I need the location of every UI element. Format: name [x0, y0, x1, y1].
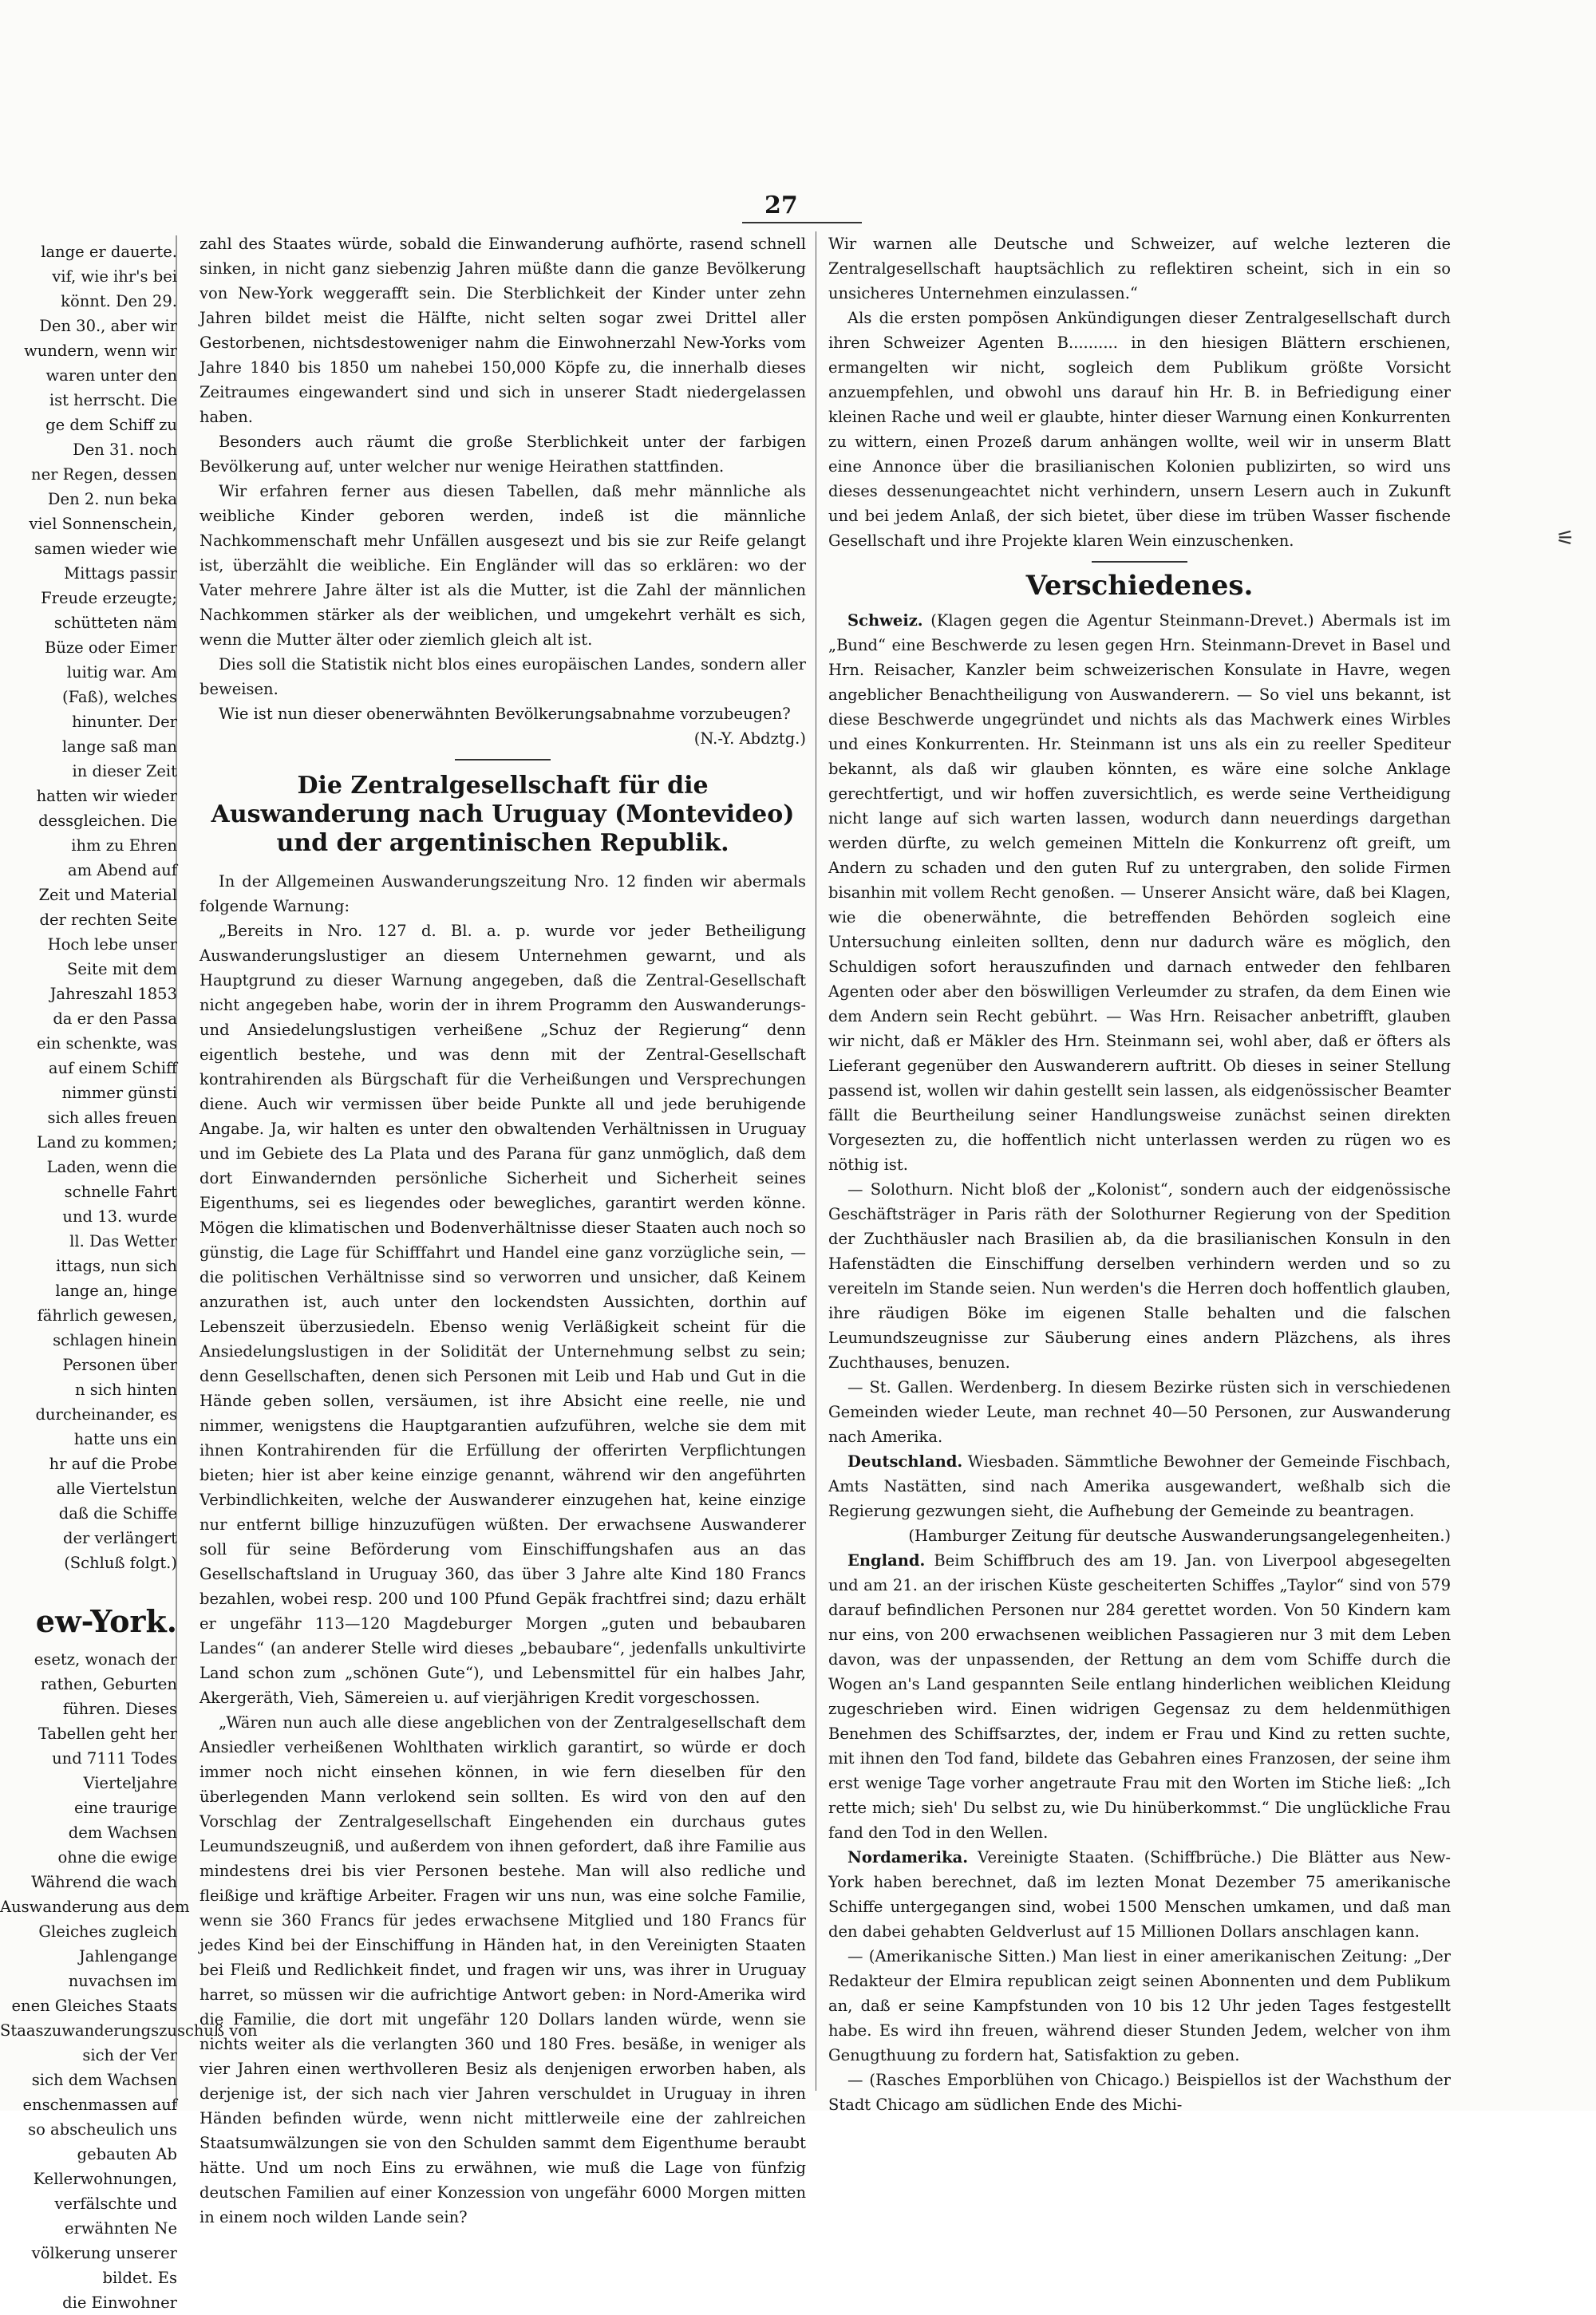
fragment-line: ist herrscht. Die	[49, 391, 177, 409]
fragment-line: schütteten näm	[53, 614, 177, 632]
fragment-line: Gleiches zugleich	[38, 1922, 177, 1941]
fragment-line: lange saß man	[61, 737, 177, 756]
fragment-line: verfälschte und	[54, 2195, 177, 2213]
fragment-line: rathen, Geburten	[40, 1675, 177, 1693]
fragment-line: gebauten Ab	[77, 2145, 177, 2163]
fragment-line: Freude erzeugte;	[41, 589, 177, 607]
fragment-line: könnt. Den 29.	[61, 292, 177, 310]
section-rule	[455, 759, 551, 760]
fragment-line: hr auf die Probe	[49, 1455, 177, 1473]
fragment-line: fährlich gewesen,	[37, 1306, 177, 1325]
fragment-line: schlagen hinein	[53, 1331, 177, 1349]
fragment-line: Auswanderung aus dem	[0, 1898, 190, 1916]
fragment-line: Während die wach	[31, 1873, 177, 1891]
paragraph: — St. Gallen. Werdenberg. In diesem Bezirke rüsten sich in verschiedenen Gemeinden wieder Leute, man rechnet 40—50 Personen, zur Auswanderung nach Amerika.	[828, 1378, 1451, 1446]
fragment-line: Büze oder Eimer	[44, 638, 177, 657]
paragraph-lead: Schweiz.	[847, 611, 923, 630]
fragment-line: Laden, wenn die	[46, 1158, 177, 1176]
fragment-line: der rechten Seite	[39, 911, 177, 929]
source-attribution: (N.-Y. Abdztg.)	[693, 729, 806, 748]
fragment-line: hatten wir wieder	[36, 787, 177, 805]
fragment-line: Staaszuwanderungszuschuß von	[0, 2021, 258, 2040]
paragraph	[828, 1845, 1451, 1944]
fragment-line: Vierteljahre	[83, 1774, 177, 1792]
section-rule	[1092, 561, 1187, 563]
left-fragment-column	[0, 239, 258, 2315]
fragment-heading: ew-York.	[35, 1603, 177, 1639]
fragment-line: Mittags passir	[64, 564, 177, 583]
fragment-line: Hoch lebe unser	[47, 935, 177, 954]
paragraph: Dies soll die Statistik nicht blos eines europäischen Landes, sondern aller beweisen.	[200, 655, 806, 698]
fragment-line: eine traurige	[74, 1799, 177, 1817]
paragraph-text: Wie ist nun dieser obenerwähnten Bevölkerungsabnahme vorzubeugen?	[219, 705, 791, 723]
fragment-line: lange an, hinge	[55, 1282, 177, 1300]
paragraph: „Wären nun auch alle diese angeblichen von der Zentralgesellschaft dem Ansiedler verheißenen Wohlthaten wirklich garantirt, so würde er doch immer noch nicht einsehen können, in wie fern dieselben für den überlegenden Mann verlokend sein sollten. Es wird von den auf den Vorschlag der Zentralgesellschaft Eingehenden ein durchaus gutes Leumundszeugniß, und außerdem von ihnen gefordert, daß ihre Familie aus mindestens drei bis vier Personen bestehe. Man will also redliche und fleißige und kräftige Arbeiter. Fragen wir uns nun, was eine solche Familie, wenn sie 360 Francs für jedes erwachsene Mitglied und 180 Francs für jedes Kind bei der Einschiffung in Händen hat, in den Vereinigten Staaten bei Fleiß und Redlichkeit findet, und fragen wir uns, was ihrer in Uruguay harret, so müssen wir die aufrichtige Antwort geben: in Nord-Amerika wird die Familie, die dort mit ungefähr 120 Dollars landen würde, wenn sie nichts weiter als die verlangten 360 und 180 Fres. besäße, in weniger als vier Jahren einen werthvolleren Besiz als denjenigen erworben haben, als derjenige ist, der sich nach vier Jahren verschuldet in Uruguay in ihren Händen befinden würde, wenn nicht mittlerweile eine der zahlreichen Staatsumwälzungen sie von den Schulden sammt dem Eigenthume beraubt hätte. Und um noch Eins zu erwähnen, wie muß die Lage von fünfzig deutschen Familien auf einer Konzession von ungefähr 6000 Morgen mitten in einem noch wilden Lande sein?	[200, 1713, 806, 2226]
paragraph-text: (Klagen gegen die Agentur Steinmann-Drevet.) Abermals ist im „Bund“ eine Beschwerde zu lesen gegen Hrn. Steinmann-Drevet in Basel und Hrn. Reisacher, Kanzler beim schweizerischen Konsulate in Havre, wegen angeblicher Benachtheiligung von Auswanderern. — So viel uns bekannt, ist diese Beschwerde ungegründet und nichts als das Machwerk eines Wirbles und eines Konkurrenten. Hr. Steinmann ist uns als ein zu reeller Spediteur bekannt, als daß wir glauben könnten, es wäre eine solche Anklage gerechtfertigt, und wir hoffen zuversichtlich, es werde seine Vertheidigung nicht lange auf sich warten lassen, wodurch dann neuerdings dargethan werden dürfte, zu welch gemeinen Mitteln die Konkurrenz oft greift, um Andern zu schaden und den guten Ruf zu untergraben, den solide Firmen bisanhin mit vollem Recht genoßen. — Unserer Ansicht wäre, daß bei Klagen, wie die obenerwähnte, die betreffenden Behörden sogleich eine Untersuchung einleiten sollten, denn nur dadurch wäre es möglich, den Schuldigen sofort herauszufinden und darnach entweder den fehlbaren Agenten oder aber den böswilligen Verleumder zu strafen, da dem Einen wie dem Andern sein Recht gebührt. — Was Hrn. Reisacher anbetrifft, glauben wir nicht, daß er Mäkler des Hrn. Steinmann sei, wohl aber, daß er öfters als Lieferant gegenüber den Auswanderern auftritt. Ob dieses in seiner Stellung passend ist, wollen wir dahin gestellt sein lassen, als eidgenössischer Beamter fällt die Beurtheilung seiner Handlungsweise zunächst seinen direkten Vorgesezten zu, die hoffentlich nicht unterlassen werden zu rügen wo es nöthig ist.	[828, 611, 1451, 1174]
fragment-line: samen wieder wie	[34, 539, 177, 558]
paragraph-text: Vereinigte Staaten. (Schiffbrüche.) Die Blätter aus New-York haben berechnet, daß im lezten Monat Dezember 75 amerikanische Schiffe untergegangen sind, wobei 1500 Menschen umkamen, und daß man den dabei gehabten Geldverlust auf 15 Millionen Dollars anschlagen kann.	[828, 1848, 1451, 1941]
article-title: Die Zentralgesellschaft für die Auswanderung nach Uruguay (Montevideo) und der argentinischen Republik.	[211, 772, 795, 857]
paragraph	[828, 608, 1451, 1177]
fragment-line: durcheinander, es	[35, 1405, 177, 1424]
fragment-line: der verlängert	[62, 1529, 177, 1547]
fragment-line: Tabellen geht her	[38, 1724, 177, 1743]
fragment-line: Den 2. nun beka	[47, 490, 177, 508]
fragment-line: Kellerwohnungen,	[33, 2170, 177, 2188]
section-heading: Verschiedenes.	[1025, 570, 1254, 602]
paragraph: „Bereits in Nro. 127 d. Bl. a. p. wurde vor jeder Betheiligung Auswanderungslustiger an diesem Unternehmen gewarnt, und als Hauptgrund zu dieser Warnung angegeben, daß die Zentral-Gesellschaft nicht angegeben habe, worin der in ihrem Programm den Auswanderungs- und Ansiedelungslustigen verheißene „Schuz der Regierung“ denn eigentlich bestehe, und was denn mit der Zentral-Gesellschaft kontrahirenden als Bürgschaft für die Verheißungen und Versprechungen diene. Auch wir vermissen über beide Punkte all und jede beruhigende Angabe. Ja, wir halten es unter den obwaltenden Verhältnissen in Uruguay und im Gebiete des La Plata und des Parana für ganz unmöglich, daß dem dort Einwandernden persönliche Sicherheit und Sicherheit seines Eigenthums, sei es liegendes oder bewegliches, garantirt werden könne. Mögen die klimatischen und Bodenverhältnisse dieser Staaten auch noch so günstig, die Lage für Schifffahrt und Handel eine ganz vorzügliche sein, — die politischen Verhältnisse sind so verworren und unsicher, daß Keinem anzurathen ist, auch unter den lockendsten Aussichten, dorthin auf Lebenszeit überzusiedeln. Ebenso wenig Verläßigkeit scheint für die Ansiedelungslustigen in der Solidität der Unternehmung selbst zu sein; denn Gesellschaften, denen sich Personen mit Leib und Hab und Gut in die Hände geben sollen, versäumen, ist ihre Absicht eine reelle, nie und nimmer, wenigstens die Hauptgarantien aufzuführen, welche sie dem mit ihnen Kontrahirenden für die Erfüllung der offerirten Verpflichtungen bieten; hier ist aber keine einzige genannt, während wir den angeführten Verbindlichkeiten, welche der Auswanderer einzugehen hat, keine einzige nur entfernt billige hinzuzufügen wüßten. Der erwachsene Auswanderer soll für seine Beförderung vom Einschiffungshafen aus an das Gesellschaftsland in Uruguay 360, das über 3 Jahre alte Kind 180 Francs bezahlen, wobei resp. 200 und 100 Pfund Gepäk frachtfrei sind; dazu erhält er ungefähr 113—120 Magdeburger Morgen „guten und bebaubaren Landes“ (an anderer Stelle wird dieses „bebaubare“, jedenfalls unkultivirte Land schon zum „schönen Gute“), und Lebensmittel für ein halbes Jahr, Akergeräth, Vieh, Sämereien u. auf vierjährigen Kredit vorgeschossen.	[200, 922, 806, 1707]
fragment-line: führen. Dieses	[62, 1700, 177, 1718]
fragment-line: luitig war. Am	[66, 663, 177, 681]
page-number: 27	[764, 192, 798, 219]
fragment-line: schnelle Fahrt	[64, 1183, 177, 1201]
fragment-line: völkerung unserer	[31, 2244, 177, 2262]
fragment-line: Den 30., aber wir	[39, 317, 177, 335]
fragment-line: so abscheulich uns	[28, 2120, 177, 2139]
fragment-line: alle Viertelstun	[56, 1479, 177, 1498]
paragraph: Besonders auch räumt die große Sterblichkeit unter der farbigen Bevölkerung auf, unter welcher nur wenige Heirathen stattfinden.	[200, 433, 806, 476]
fragment-line: und 7111 Todes	[52, 1749, 177, 1768]
fragment-line: dem Wachsen	[68, 1823, 177, 1842]
fragment-line: am Abend auf	[67, 861, 177, 879]
paragraph-text: Wiesbaden. Sämmtliche Bewohner der Gemeinde Fischbach, Amts Nastätten, sind nach Amerika ausgewandert, weßhalb sich die Regierung gezwungen sieht, die Aufhebung der Gemeinde zu beantragen.	[828, 1452, 1451, 1520]
fragment-line: hatte uns ein	[73, 1430, 177, 1448]
paragraph-lead: England.	[847, 1551, 926, 1570]
fragment-line: (Schluß folgt.)	[64, 1554, 177, 1572]
fragment-line: ll. Das Wetter	[69, 1232, 177, 1250]
paragraph: — Solothurn. Nicht bloß der „Kolonist“, sondern auch der eidgenössische Geschäftsträger in Paris räth der Solothurner Regierung von der Spedition der Zuchthäusler nach Brasilien ab, da die brasilianischen Konsuln in den Hafenstädten die Einschiffung derselben verhindern werden und so zu vereiteln im Stande seien. Nun werden's die Herren doch hoffentlich glauben, ihre räudigen Böke im eigenen Stalle behalten und die falschen Leumundszeugnisse zur Säuberung eines andern Pläzchens, als ihres Zuchthauses, benuzen.	[828, 1180, 1451, 1372]
fragment-line: daß die Schiffe	[58, 1504, 177, 1523]
fragment-line: in dieser Zeit	[72, 762, 177, 780]
fragment-line: vif, wie ihr's bei	[52, 267, 177, 286]
paragraph: Als die ersten pompösen Ankündigungen dieser Zentralgesellschaft durch ihren Schweizer Agenten B.......... in den hiesigen Blättern erschienen, ermangelten wir nicht, sogleich dem Publikum größte Vorsicht anzuempfehlen, und obwohl uns darauf hin Hr. B. in Befriedigung einer kleinen Rache und weil er glaubte, hinter dieser Warnung einen Konkurrenten zu wittern, einen Prozeß darum anhängen wollte, weil wir in unserm Blatt eine Annonce über die brasilianischen Kolonien publizirten, so wird uns dieses dessenungeachtet nicht verhindern, unsern Lesern auch in Zukunft und bei jedem Anlaß, der sich bietet, über diese im trüben Wasser fischende Gesellschaft und ihre Projekte klaren Wein einzuschenken.	[828, 309, 1451, 550]
fragment-line: Seite mit dem	[67, 960, 177, 978]
fragment-line: enschenmassen auf	[22, 2096, 177, 2114]
fragment-line: hinunter. Der	[72, 713, 177, 731]
fragment-line: sich dem Wachsen	[31, 2071, 177, 2089]
fragment-line: viel Sonnenschein,	[29, 515, 177, 533]
fragment-line: waren unter den	[45, 366, 177, 385]
source-attribution: (Hamburger Zeitung für deutsche Auswanderungsangelegenheiten.)	[908, 1527, 1451, 1545]
fragment-line: die Einwohner	[62, 2293, 177, 2312]
page-number-rule	[742, 222, 862, 223]
paragraph-lead: Deutschland.	[847, 1452, 963, 1471]
fragment-line: bildet. Es	[102, 2269, 177, 2287]
fragment-line: Jahlengange	[78, 1947, 177, 1965]
fragment-line: ittags, nun sich	[55, 1257, 177, 1275]
fragment-line: enen Gleiches Staats	[11, 1997, 177, 2015]
paragraph: — (Rasches Emporblühen von Chicago.) Beispiellos ist der Wachsthum der Stadt Chicago am südlichen Ende des Michi-	[828, 2071, 1451, 2114]
fragment-line: Zeit und Material	[38, 886, 177, 904]
fragment-line: Land zu kommen;	[36, 1133, 177, 1152]
paragraph: zahl des Staates würde, sobald die Einwanderung aufhörte, rasend schnell sinken, in nicht ganz siebenzig Jahren müßte dann die ganze Bevölkerung von New-York weggerafft sein. Die Sterblichkeit der Kinder unter zehn Jahren bildet meist die Hälfte, nicht selten sogar zwei Drittel aller Gestorbenen, nichtsdestoweniger nahm die Einwohnerzahl New-Yorks vom Jahre 1840 bis 1850 um nahebei 150,000 Köpfe zu, die innerhalb dieses Zeitraumes eingewandert sind und sich in unserer Stadt niedergelassen haben.	[200, 235, 806, 426]
fragment-line: dessgleichen. Die	[38, 812, 177, 830]
fragment-line: Den 31. noch	[73, 440, 177, 459]
fragment-line: wundern, wenn wir	[24, 342, 177, 360]
margin-mark: ⚟	[1556, 527, 1575, 551]
fragment-line: ohne die ewige	[57, 1848, 177, 1867]
paragraph	[828, 1548, 1451, 1845]
fragment-line: Personen über	[62, 1356, 177, 1374]
paragraph	[828, 1449, 1451, 1523]
paragraph: Wir warnen alle Deutsche und Schweizer, auf welche lezteren die Zentralgesellschaft hauptsächlich zu reflektiren scheint, sich in ein so unsicheres Unternehmen einzulassen.“	[828, 235, 1451, 302]
paragraph-lead: Nordamerika.	[847, 1848, 969, 1867]
fragment-line: ein schenkte, was	[36, 1034, 177, 1053]
fragment-line: ner Regen, dessen	[31, 465, 177, 484]
fragment-line: erwähnten Ne	[64, 2219, 177, 2238]
fragment-lines-2	[0, 1647, 258, 2315]
fragment-line: lange er dauerte.	[41, 243, 177, 261]
fragment-line: nuvachsen im	[68, 1972, 177, 1990]
fragment-line: nimmer günsti	[61, 1084, 177, 1102]
fragment-line: auf einem Schiff	[48, 1059, 177, 1077]
fragment-line: und 13. wurde	[62, 1207, 177, 1226]
fragment-line: esetz, wonach der	[34, 1650, 177, 1669]
middle-column	[200, 231, 806, 2230]
fragment-line: da er den Passa	[53, 1009, 177, 1028]
fragment-line: ge dem Schiff zu	[45, 416, 177, 434]
fragment-line: ihm zu Ehren	[71, 836, 177, 855]
paragraph: In der Allgemeinen Auswanderungszeitung Nro. 12 finden wir abermals folgende Warnung:	[200, 872, 806, 915]
fragment-line: sich der Ver	[82, 2046, 177, 2064]
paragraph: — (Amerikanische Sitten.) Man liest in einer amerikanischen Zeitung: „Der Redakteur der Elmira republican zeigt seinen Abonnenten und dem Publikum an, daß er seine Kampfstunden von 10 bis 12 Uhr jeden Tages festgestellt habe. Es wird ihn freuen, während dieser Stunden Jedem, welcher von ihm Genugthuung zu fordern hat, Satisfaktion zu geben.	[828, 1947, 1451, 2064]
paragraph	[200, 701, 806, 726]
fragment-line: Jahreszahl 1853	[49, 985, 177, 1003]
fragment-line: (Faß), welches	[62, 688, 177, 706]
paragraph: Wir erfahren ferner aus diesen Tabellen, daß mehr männliche als weibliche Kinder geboren werden, indeß ist die männliche Nachkommenschaft mehr Unfällen ausgesezt und bis sie zur Reife gelangt ist, überzählt die weibliche. Ein Engländer will das so erklären: wo der Vater mehrere Jahre älter ist als die Mutter, ist die Zahl der männlichen Nachkommen stärker als der weiblichen, und umgekehrt verhält es sich, wenn die Mutter älter oder ziemlich gleich alt ist.	[200, 482, 806, 649]
fragment-lines	[0, 239, 177, 1575]
right-column	[828, 231, 1451, 2117]
fragment-line: n sich hinten	[75, 1381, 177, 1399]
paragraph-text: Beim Schiffbruch des am 19. Jan. von Liverpool abgesegelten und am 21. an der irischen Küste gescheiterten Schiffes „Taylor“ sind von 579 darauf befindlichen Personen nur 284 gerettet worden. Von 50 Kindern kam nur eins, von 200 erwachsenen weiblichen Passagieren nur 3 mit dem Leben davon, was der unpassenden, der Rettung an dem vom Schiffe durch die Wogen an's Land gespannten Seile entlang hinderlichen weiblichen Kleidung zugeschrieben wird. Einen widrigen Gegensaz zu dem heldenmüthigen Benehmen des Schiffsarztes, der, indem er Frau und Kind zu retten suchte, mit ihnen den Tod fand, bildete das Gebahren eines Franzosen, der seine ihm erst wenige Tage vorher angetraute Frau mit den Worten im Stiche ließ: „Ich rette mich; sieh' Du selbst zu, wie Du hinüberkommst.“ Die unglückliche Frau fand den Tod in den Wellen.	[828, 1551, 1452, 1842]
fragment-line: sich alles freuen	[47, 1108, 177, 1127]
